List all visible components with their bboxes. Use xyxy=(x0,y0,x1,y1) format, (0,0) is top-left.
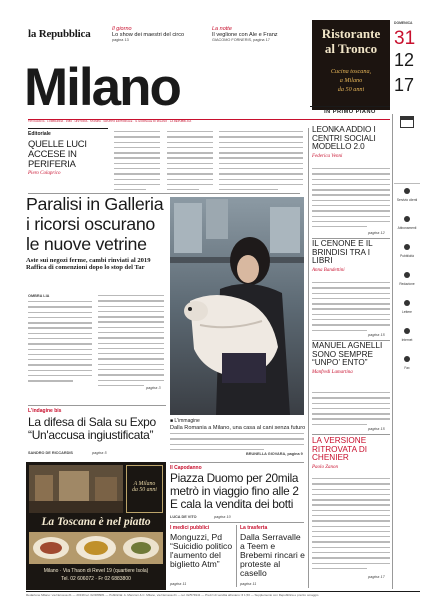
capodanno-title-line1: Piazza Duomo per 20mila xyxy=(170,471,299,485)
bottom-story-1-page: pagina 11 xyxy=(170,582,187,586)
contact-icon xyxy=(404,328,410,334)
lead-title-line1: Paralisi in Galleria xyxy=(26,194,164,214)
editoriale-body-col2 xyxy=(167,131,213,191)
photo-woman-dog[interactable] xyxy=(170,197,304,415)
expo-kicker: L'indagine bis xyxy=(28,408,62,414)
contact-icon xyxy=(404,244,410,250)
sidebar-story-4-page: pagina 17 xyxy=(368,575,385,579)
photo-caption-text: Dalla Romania a Milano, una casa al cani senza futuro xyxy=(170,425,306,431)
bottom-story-2-title: Dalla Serravalle a Teem e Brebemi rincari e proteste al casello xyxy=(240,532,305,579)
photo-kicker: ■ L'immagine xyxy=(170,418,200,424)
teaser-notte-kicker: La notte xyxy=(212,26,232,32)
editoriale[interactable] xyxy=(28,131,110,189)
expo-byline: SANDRO DE RICCARDIS xyxy=(28,451,73,455)
footer-rule xyxy=(26,591,420,592)
lead-sub2: Raffica di comenzioni dopo lo stop del Tar xyxy=(26,264,145,272)
sidebar-story-1-author: Federica Venni xyxy=(312,153,343,159)
capodanno-title-line2: metrò in viaggio fino alle 2 xyxy=(170,483,299,498)
sidebar-story-2[interactable] xyxy=(312,240,392,273)
right-strip-label: Abbonamenti xyxy=(397,226,417,230)
contact-icon xyxy=(404,272,410,278)
date-day: 31 xyxy=(394,28,416,49)
restaurant-interior-image xyxy=(29,465,123,513)
divider-bottom-vertical xyxy=(236,525,237,587)
info-block-1 xyxy=(394,132,420,184)
sidebar-story-1-page: pagina 12 xyxy=(368,231,385,235)
ad-toscana-photo xyxy=(29,465,123,513)
right-strip-label: Fax xyxy=(404,366,410,370)
capodanno-byline: LUCA DE VITO xyxy=(170,515,197,519)
bottom-story-1-kicker: I medici pubblici xyxy=(170,525,210,531)
divider-bottom xyxy=(170,522,304,523)
right-strip-label: Internet xyxy=(401,338,413,342)
lead-story[interactable] xyxy=(26,196,168,286)
sidebar-story-2-author: Anna Bandettini xyxy=(312,267,345,273)
sidebar-story-4-body xyxy=(312,478,390,578)
editoriale-kicker: Editoriale xyxy=(28,131,51,137)
teaser-giorno[interactable] xyxy=(112,26,207,42)
sidebar-story-4-title: LA VERSIONE RITROVATA DI CHENIER xyxy=(312,436,368,463)
date-weekday: DOMENICA xyxy=(394,21,413,25)
photo-caption xyxy=(170,418,304,431)
capodanno-page: pagina 10 xyxy=(214,515,231,519)
photo-credit: BRUNELLA GIOVARA, pagina 9 xyxy=(246,452,303,456)
sidebar-story-3[interactable] xyxy=(312,342,392,375)
ad-toscana-food xyxy=(29,532,163,564)
lead-title-line3: le nuove vetrine xyxy=(26,233,147,254)
right-strip-label: Redazione xyxy=(399,282,415,286)
ad-top-title2: al Tronco xyxy=(324,41,378,56)
bottom-story-2-page: pagina 11 xyxy=(240,582,257,586)
ad-ristorante-top[interactable] xyxy=(312,20,390,110)
lead-body-col2 xyxy=(98,295,164,385)
right-strip-label: Servizio clienti xyxy=(396,198,418,202)
teaser-notte-text: Il veglione con Ale e Franz xyxy=(212,32,278,38)
teaser-giorno-page: pagina 13 xyxy=(112,38,129,42)
photo-illustration xyxy=(170,197,304,415)
rule-left-top xyxy=(28,128,108,129)
building-icon xyxy=(400,116,414,128)
date-month: 12 xyxy=(394,50,415,70)
ad-top-sub3: da 50 anni xyxy=(337,86,365,93)
editoriale-title: QUELLE LUCI ACCESE IN PERIFERIA xyxy=(28,138,87,169)
sidebar-divider-3 xyxy=(312,434,390,435)
sidebar-story-4-author: Paolo Zanon xyxy=(312,464,338,470)
ad-toscana-badge xyxy=(126,465,163,513)
divider-expo xyxy=(28,405,166,406)
capodanno-title-line3: E cala la vendita dei botti xyxy=(170,496,294,511)
ad-top-sub1: Cucina toscana, xyxy=(330,68,372,75)
right-strip-labels xyxy=(394,188,420,370)
contact-icon xyxy=(404,188,410,194)
right-strip-label: Lettere xyxy=(402,310,412,314)
teaser-giorno-kicker: Il giorno xyxy=(112,26,132,32)
bottom-story-2[interactable] xyxy=(240,525,306,581)
bottom-story-1-title: Monguzzi, Pd “Suicidio politico l'aumento del biglietto Atm” xyxy=(170,532,233,570)
sidebar-header: IN PRIMO PIANO xyxy=(324,109,376,115)
sidebar-story-2-title: IL CENONE E IL BRINDISI TRA I LIBRI xyxy=(312,239,373,266)
lead-body-col1 xyxy=(28,301,92,383)
ad-toscana-name: La Toscana è nel piatto xyxy=(41,516,151,528)
food-plates-image xyxy=(29,532,163,564)
masthead-red-rule: TIPOGRAFIA · LOMBARDIA · 1983 · HISTORIA · STAMPA · GRUPPO EDITORIALE · IL GIORNALE DI MILANO · LA REPUBBLICA xyxy=(28,119,390,123)
teaser-notte[interactable] xyxy=(212,26,308,42)
date-box xyxy=(392,20,418,110)
lead-sub1: Aste sui negozi ferme, cambi rinviati al 2019 xyxy=(26,257,151,265)
ad-toscana[interactable] xyxy=(26,462,166,590)
city-title: Milano xyxy=(24,58,180,117)
sidebar-story-3-page: pagina 15 xyxy=(368,427,385,431)
sidebar-story-3-author: Manfredi Lamartina xyxy=(312,369,353,375)
ad-badge-line1: A Milano xyxy=(133,481,156,487)
capodanno-kicker: Il Capodanno xyxy=(170,465,202,471)
lead-byline: OMBRA LIA xyxy=(28,294,50,298)
date-year: 17 xyxy=(394,75,415,95)
editoriale-body-col3 xyxy=(219,131,303,191)
sidebar-story-2-body xyxy=(312,282,390,338)
bottom-story-1[interactable] xyxy=(170,525,234,581)
sidebar-story-1[interactable] xyxy=(312,126,392,159)
sidebar-story-4[interactable] xyxy=(312,437,392,470)
sidebar-top-rule xyxy=(310,106,390,107)
sidebar-story-1-body xyxy=(312,168,390,230)
right-strip xyxy=(394,114,420,590)
teaser-notte-byline: GIACOMO FORNERIS, pagina 17 xyxy=(212,38,270,42)
sidebar-vertical-rule xyxy=(308,128,309,588)
expo-title-line2: “Un'accusa ingiustificata” xyxy=(28,428,154,442)
bottom-story-2-kicker: La trasferta xyxy=(240,525,268,531)
ad-toscana-address: Milano · Via Thaon di Revel 19 (quartiere Isola) xyxy=(43,568,149,574)
contact-icon xyxy=(404,356,410,362)
sidebar-story-1-title: LEONKA ADDIO I CENTRI SOCIALI MODELLO 2.0 xyxy=(312,125,376,152)
ad-toscana-phone: Tel. 02 606072 · Fr 02 6883800 xyxy=(61,576,131,582)
ad-top-sub2: a Milano xyxy=(339,77,363,84)
lead-page: pagina 3 xyxy=(146,386,161,390)
divider-capodanno xyxy=(170,462,304,463)
contact-icon xyxy=(404,300,410,306)
ad-top-title1: Ristorante xyxy=(321,26,381,41)
expo-page: pagina 5 xyxy=(92,451,107,455)
contact-icon xyxy=(404,216,410,222)
ad-badge-line2: da 50 anni xyxy=(132,487,157,493)
footer-text: Redazione Milano: via Nervesa 21 — 20139 tel. 02/480981 — Pubblicità: A. Manzoni & C. Milano, via Nervesa 21 — tel. 02/574941 — Prezzi di vendita all'estero: € 1,50 — Supplemento con Repubblica e prezzo omaggio xyxy=(26,593,319,597)
teaser-giorno-text: Lo show dei maestri del circo xyxy=(112,32,185,38)
right-strip-label: Pubblicità xyxy=(400,254,414,258)
editoriale-author: Piero Colaprico xyxy=(28,170,61,176)
masthead-logo[interactable]: la Repubblica xyxy=(28,28,91,40)
sidebar-story-3-title: MANUEL AGNELLI SONO SEMPRE “UNPO’ ENTO” xyxy=(312,341,383,368)
lead-title-line2: i ricorsi oscurano xyxy=(26,213,155,234)
sidebar-story-2-page: pagina 15 xyxy=(368,333,385,337)
right-strip-rule xyxy=(392,114,393,589)
expo-title-line1: La difesa di Sala su Expo xyxy=(28,415,156,429)
editoriale-body-col1 xyxy=(114,131,160,191)
